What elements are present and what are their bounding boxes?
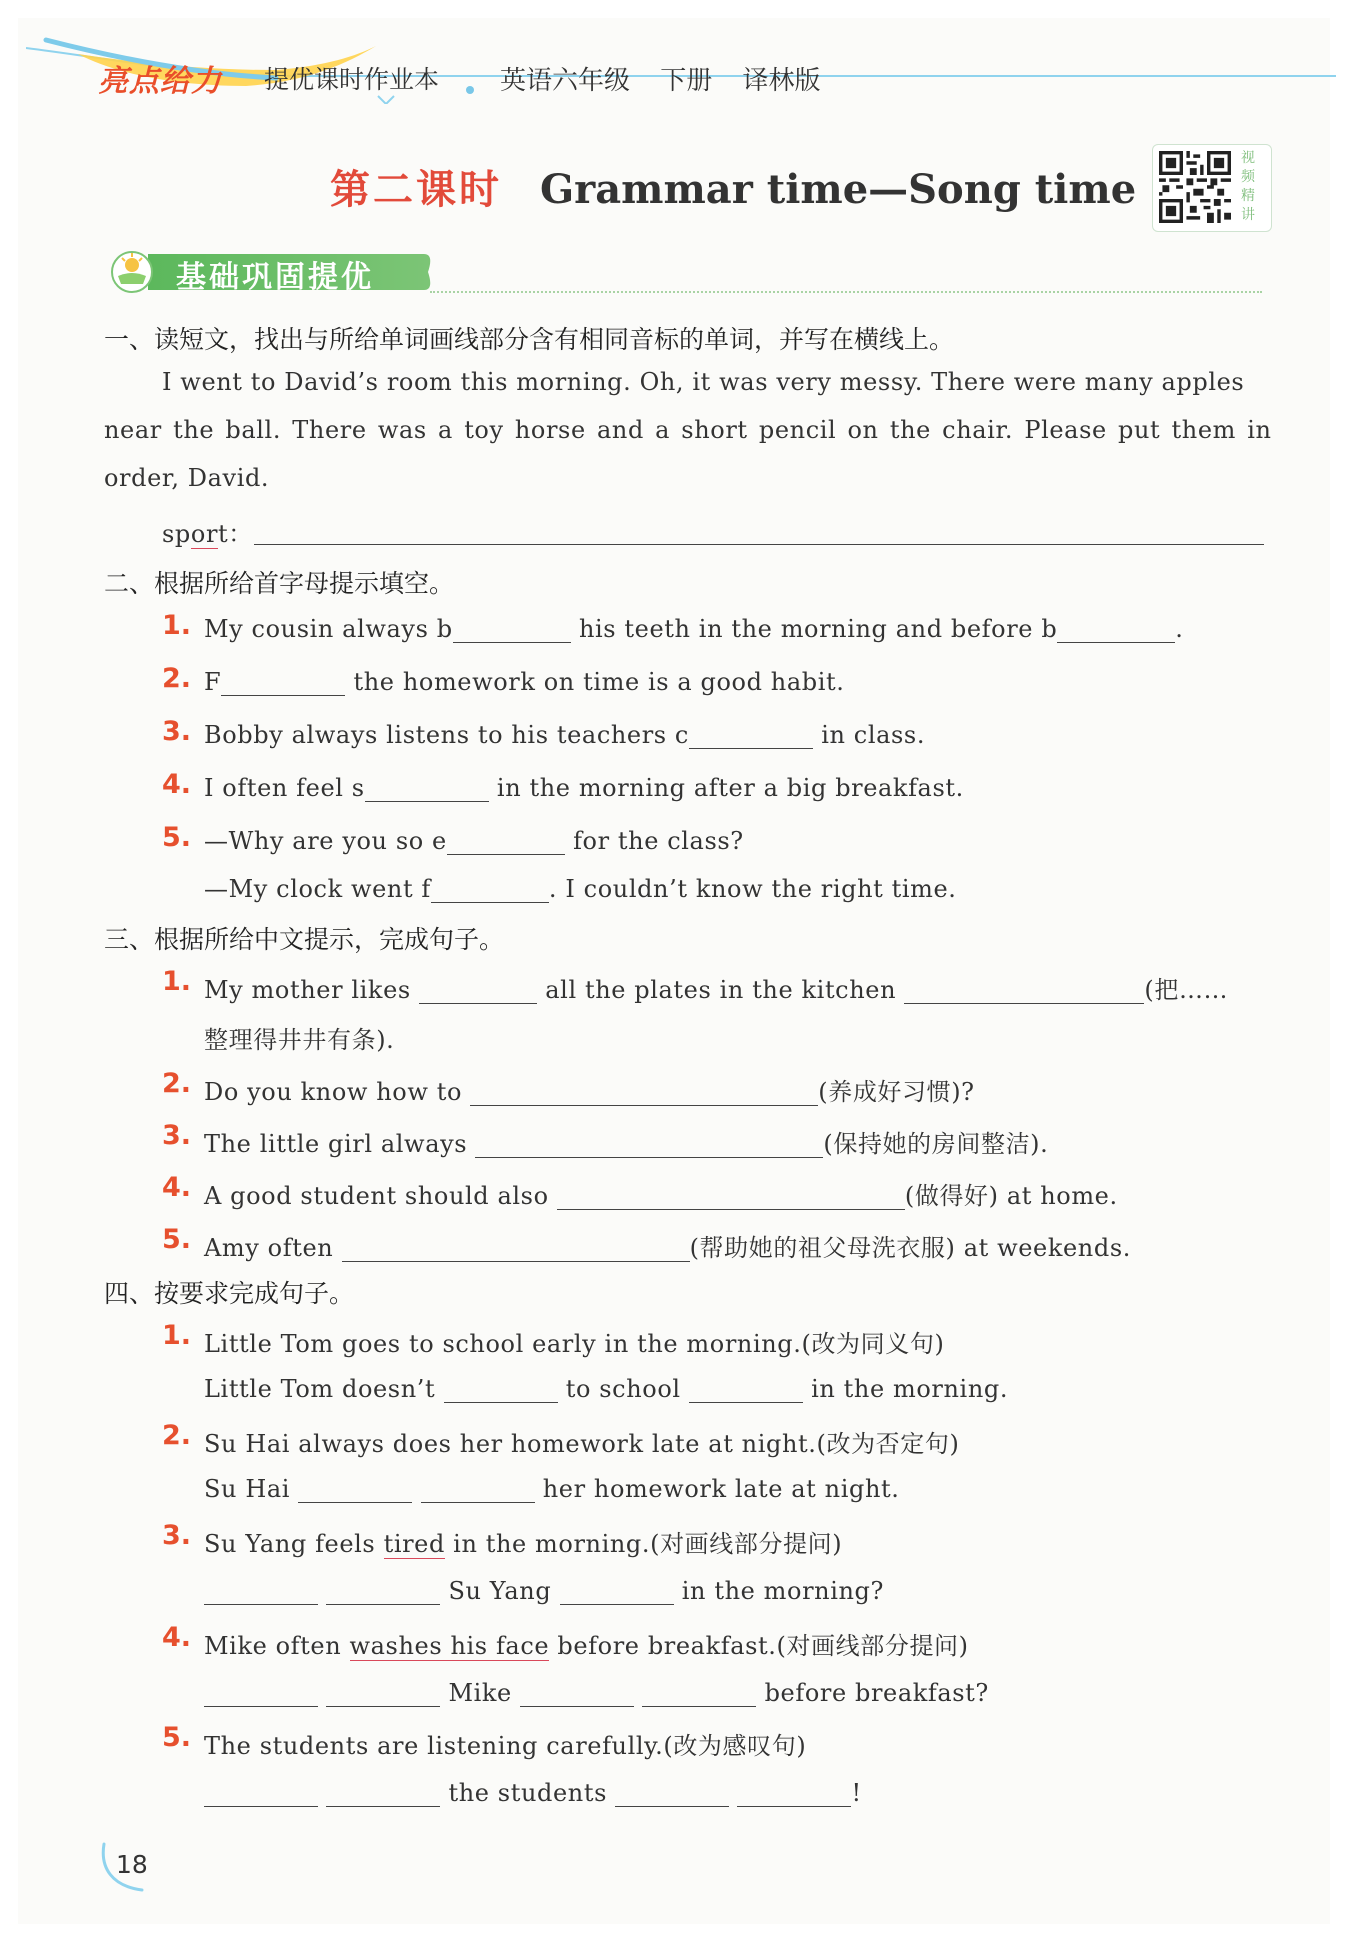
chinese-hint: (养成好习惯)? (818, 1078, 975, 1106)
part1-passage-line: order, David. (104, 464, 270, 492)
part4-item-3-question (204, 1524, 842, 1559)
sentence-text: I often feel s (204, 774, 365, 802)
part4-item-1-question: Little Tom goes to school early in the morning.(改为同义句) (204, 1330, 945, 1358)
page-number: 18 (116, 1850, 148, 1879)
sentence-text: the students (448, 1779, 608, 1807)
sentence-text: Little Tom doesn’t (204, 1375, 436, 1403)
question-number: 1. (162, 1320, 192, 1351)
answer-blank[interactable] (1057, 614, 1175, 643)
sentence-text: her homework late at night. (542, 1475, 900, 1503)
sentence-text: Bobby always listens to his teachers c (204, 721, 689, 749)
sentence-text: in the morning. (811, 1375, 1009, 1403)
sentence-text: in the morning after a big breakfast. (496, 774, 964, 802)
part4-heading: 四、按要求完成句子。 (104, 1279, 355, 1308)
sentence-text: Mike (448, 1679, 512, 1707)
header-dot (466, 86, 474, 94)
answer-blank[interactable] (326, 1576, 440, 1605)
answer-blank[interactable] (557, 1181, 905, 1210)
part4-item-2-question: Su Hai always does her homework late at night.(改为否定句) (204, 1430, 960, 1458)
part1-passage-line: near the ball. There was a toy horse and a short pencil on the chair. Please put them in (104, 416, 1272, 444)
part2-item-5-reply (204, 874, 957, 903)
question-number: 3. (162, 716, 192, 747)
answer-blank[interactable] (737, 1778, 851, 1807)
answer-blank[interactable] (689, 720, 813, 749)
answer-blank[interactable] (421, 1474, 535, 1503)
underlined-phrase: washes his face (349, 1632, 550, 1660)
qr-code[interactable] (1152, 144, 1272, 232)
chinese-hint: (帮助她的祖父母洗衣服) at weekends. (689, 1234, 1131, 1262)
answer-blank[interactable] (204, 1678, 318, 1707)
sentence-text: My cousin always b (204, 615, 453, 643)
sentence-text: The little girl always (204, 1130, 468, 1158)
sentence-text: in the morning.(对画线部分提问) (444, 1530, 843, 1558)
sentence-text: Su Hai (204, 1475, 291, 1503)
question-number: 5. (162, 822, 192, 853)
part4-item-3-answer (204, 1576, 884, 1605)
lesson-title (330, 158, 1136, 215)
answer-blank[interactable] (342, 1233, 690, 1262)
book-info: 英语六年级 下册 译林版 (500, 66, 821, 96)
part2-item-1 (204, 614, 1184, 643)
answer-blank[interactable] (326, 1778, 440, 1807)
answer-blank[interactable] (560, 1576, 674, 1605)
sentence-text: Su Yang (448, 1577, 552, 1605)
sentence-text: to school (565, 1375, 681, 1403)
question-number: 1. (162, 610, 192, 641)
answer-blank[interactable] (904, 975, 1144, 1004)
part1-word: sp (162, 520, 191, 548)
sentence-text: all the plates in the kitchen (545, 976, 897, 1004)
part3-item-1 (204, 970, 1228, 1005)
part4-item-5-answer (204, 1778, 862, 1807)
part1-answer-line[interactable] (254, 544, 1264, 545)
answer-blank[interactable] (204, 1778, 318, 1807)
answer-blank[interactable] (298, 1474, 412, 1503)
answer-blank[interactable] (475, 1129, 823, 1158)
answer-blank[interactable] (689, 1374, 803, 1403)
part3-item-2 (204, 1072, 975, 1107)
sentence-text: ! (851, 1779, 862, 1807)
sentence-text: his teeth in the morning and before b (578, 615, 1058, 643)
sentence-text: the homework on time is a good habit. (353, 668, 845, 696)
chinese-hint: (做得好) at home. (904, 1182, 1118, 1210)
answer-blank[interactable] (453, 614, 571, 643)
answer-blank[interactable] (447, 826, 565, 855)
part1-word-underlined: or (190, 520, 219, 548)
underlined-phrase: tired (383, 1530, 445, 1558)
part4-item-5-question: The students are listening carefully.(改为感叹句) (204, 1732, 807, 1760)
question-number: 4. (162, 1172, 192, 1203)
sentence-text: for the class? (573, 827, 744, 855)
sentence-text: A good student should also (204, 1182, 549, 1210)
part1-heading: 一、读短文，找出与所给单词画线部分含有相同音标的单词，并写在横线上。 (104, 325, 955, 354)
sentence-text: F (204, 668, 222, 696)
question-number: 3. (162, 1120, 192, 1151)
question-number: 2. (162, 1420, 192, 1451)
chinese-hint: (保持她的房间整洁). (823, 1130, 1049, 1158)
sentence-text: —Why are you so e (204, 827, 447, 855)
answer-blank[interactable] (520, 1678, 634, 1707)
part3-item-5 (204, 1228, 1131, 1263)
sentence-text: Su Yang feels (204, 1530, 384, 1558)
part2-item-2 (204, 667, 844, 696)
question-number: 1. (162, 966, 192, 997)
question-number: 4. (162, 1622, 192, 1653)
answer-blank[interactable] (221, 667, 345, 696)
sentence-text: —My clock went f (204, 875, 431, 903)
brand-logo: 亮点给力 (98, 64, 222, 99)
part2-item-5 (204, 826, 744, 855)
answer-blank[interactable] (431, 874, 549, 903)
part2-item-3 (204, 720, 925, 749)
part1-word-suffix: t： (218, 520, 253, 548)
sentence-text: in class. (821, 721, 926, 749)
answer-blank[interactable] (204, 1576, 318, 1605)
part2-item-4 (204, 773, 964, 802)
qr-pattern-icon (1159, 151, 1231, 223)
sentence-text: Mike often (204, 1632, 350, 1660)
part3-item-3 (204, 1124, 1048, 1159)
answer-blank[interactable] (365, 773, 489, 802)
answer-blank[interactable] (326, 1678, 440, 1707)
section-divider (430, 291, 1262, 293)
question-number: 4. (162, 769, 192, 800)
answer-blank[interactable] (419, 975, 537, 1004)
qr-label: 视频精讲 (1241, 150, 1255, 223)
sentence-text: . I couldn’t know the right time. (548, 875, 957, 903)
brand-subtitle: 提优课时作业本 (264, 65, 440, 94)
lesson-title-en: Grammar time—Song time (540, 166, 1137, 213)
question-number: 3. (162, 1520, 192, 1551)
sentence-text: Do you know how to (204, 1078, 463, 1106)
sentence-text: in the morning? (681, 1577, 884, 1605)
sentence-text: before breakfast? (764, 1679, 989, 1707)
lesson-title-cn: 第二课时 (330, 166, 502, 213)
chinese-hint: (把…… (1144, 976, 1229, 1004)
answer-blank[interactable] (642, 1678, 756, 1707)
section-title: 基础巩固提优 (176, 260, 374, 295)
question-number: 5. (162, 1722, 192, 1753)
part1-passage-line: I went to David’s room this morning. Oh, it was very messy. There were many apples (162, 368, 1245, 396)
answer-blank[interactable] (470, 1077, 818, 1106)
chinese-hint: 整理得井井有条). (204, 1026, 395, 1054)
answer-blank[interactable] (615, 1778, 729, 1807)
sentence-text: before breakfast.(对画线部分提问) (549, 1632, 969, 1660)
sentence-text: My mother likes (204, 976, 411, 1004)
part4-item-4-answer (204, 1678, 989, 1707)
part3-item-4 (204, 1176, 1118, 1211)
question-number: 2. (162, 663, 192, 694)
part4-item-2-answer (204, 1474, 900, 1503)
answer-blank[interactable] (444, 1374, 558, 1403)
part4-item-1-answer (204, 1374, 1008, 1403)
part3-heading: 三、根据所给中文提示，完成句子。 (104, 925, 505, 954)
part4-item-4-question (204, 1626, 969, 1661)
sentence-text: Amy often (204, 1234, 334, 1262)
question-number: 5. (162, 1224, 192, 1255)
part2-heading: 二、根据所给首字母提示填空。 (104, 569, 455, 598)
sentence-text: . (1175, 615, 1184, 643)
part1-answer-row (162, 514, 253, 549)
question-number: 2. (162, 1068, 192, 1099)
